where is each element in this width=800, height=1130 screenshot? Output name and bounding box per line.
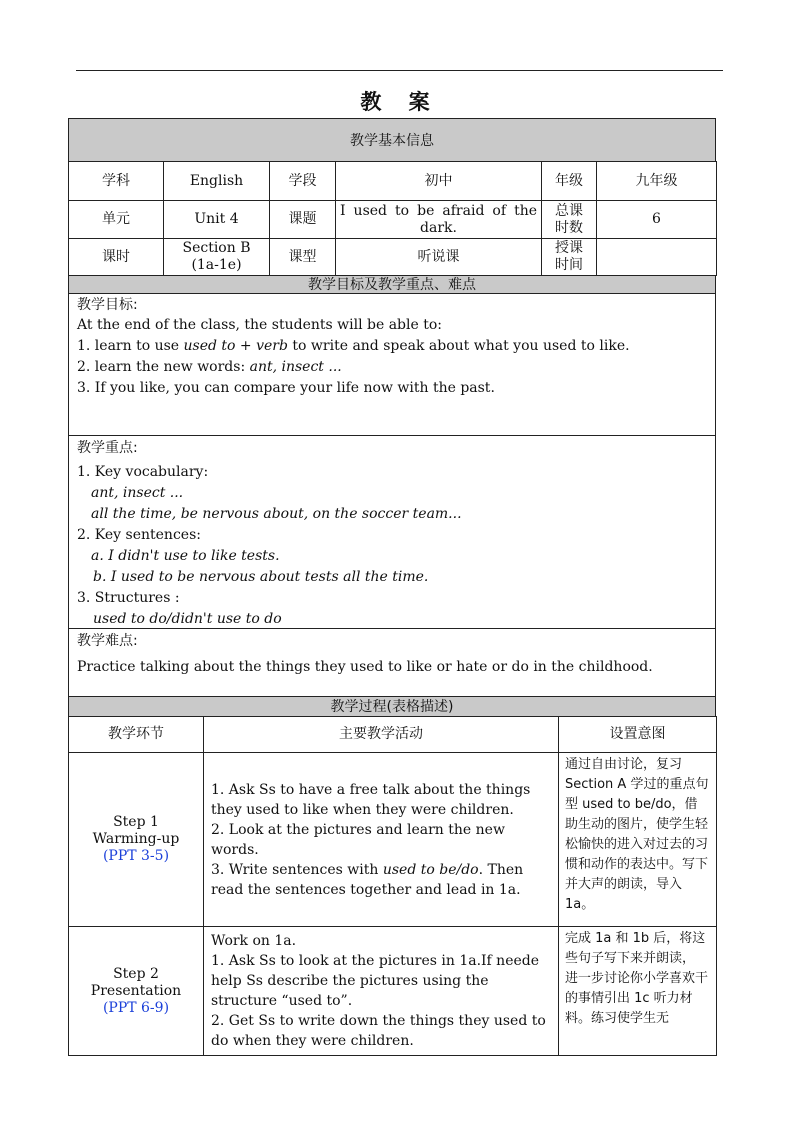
objective-item-2: 2. learn the new words: ant, insect ... [77, 359, 342, 375]
objectives-label: 教学目标: [77, 297, 138, 313]
process-table [68, 716, 717, 1056]
key-vocabulary-title: 1. Key vocabulary: [77, 464, 209, 480]
step-1-number: Step 1 [113, 814, 159, 830]
topic-line-1: I used to be afraid of the [340, 202, 537, 219]
key-points-section [68, 435, 716, 629]
teaching-time-value [597, 239, 717, 276]
basic-info-table [68, 161, 717, 276]
stage-label: 学段 [270, 162, 336, 201]
process-header: 教学过程(表格描述) [68, 696, 716, 717]
difficulties-text: Practice talking about the things they used to like or hate or do in the childhood. [77, 659, 653, 675]
objective-item-1: 1. learn to use used to + verb to write and speak about what you used to like. [77, 338, 630, 354]
key-sentences-title: 2. Key sentences: [77, 527, 201, 543]
step-1-activities [204, 753, 559, 927]
step-1-activity-2: 2. Look at the pictures and learn the new words. [211, 821, 505, 858]
unit-label: 单元 [69, 201, 164, 239]
grade-label: 年级 [542, 162, 597, 201]
time-label-line-2: 时间 [555, 257, 583, 273]
key-vocabulary-1: ant, insect ... [91, 485, 184, 501]
step-2-number: Step 2 [113, 965, 159, 982]
step-2-activities [204, 927, 559, 1056]
table-row [69, 927, 717, 1056]
difficulties-label: 教学难点: [77, 633, 138, 649]
key-sentence-b: b. I used to be nervous about tests all the time. [93, 569, 429, 585]
step-2-title: Presentation [90, 982, 182, 999]
lesson-type-value: 听说课 [336, 239, 542, 276]
basic-info-header: 教学基本信息 [68, 118, 716, 162]
topic-line-2: dark. [420, 219, 457, 236]
total-periods-value: 6 [597, 201, 717, 239]
column-header-stage: 教学环节 [69, 717, 204, 753]
step-2-stage [69, 927, 204, 1056]
step-2-purpose: 完成 1a 和 1b 后，将这些句子写下来并朗读， 进一步讨论你小学喜欢干的事情引出 1c 听力材料。练习使学生无 [559, 927, 717, 1056]
time-label-line-1: 授课 [555, 240, 583, 256]
objective-item-3: 3. If you like, you can compare your life now with the past. [77, 380, 495, 396]
total-label-line-2: 时数 [555, 219, 583, 236]
column-header-activities: 主要教学活动 [204, 717, 559, 753]
step-1-ppt: (PPT 3-5) [102, 848, 170, 864]
grade-value: 九年级 [597, 162, 717, 201]
subject-value: English [164, 162, 270, 201]
key-vocabulary-2: all the time, be nervous about, on the soccer team... [91, 506, 462, 522]
teaching-time-label [542, 239, 597, 276]
goals-header: 教学目标及教学重点、难点 [68, 275, 716, 294]
period-value [164, 239, 270, 276]
column-header-purpose: 设置意图 [559, 717, 717, 753]
structures-title: 3. Structures : [77, 590, 180, 606]
step-1-activity-3: 3. Write sentences with used to be/do. Then read the sentences together and lead in 1a. [211, 861, 524, 898]
structures-value: used to do/didn't use to do [93, 611, 282, 627]
unit-value: Unit 4 [164, 201, 270, 239]
table-row [69, 753, 717, 927]
step-1-purpose: 通过自由讨论，复习 Section A 学过的重点句型 used to be/do，借助生动的图片，使学生轻松愉快的进入对过去的习惯和动作的表达中。写下并大声的朗读，导入 1a。 [559, 753, 717, 927]
period-line-2: (1a-1e) [191, 257, 242, 273]
document-title: 教 案 [360, 90, 440, 114]
step-1-stage [69, 753, 204, 927]
step-2-activity-intro: Work on 1a. [211, 933, 297, 949]
total-periods-label [542, 201, 597, 239]
step-1-activity-1: 1. Ask Ss to have a free talk about the things they used to like when they were children. [211, 781, 531, 818]
objectives-section [68, 293, 716, 436]
total-label-line-1: 总课 [555, 202, 583, 219]
step-2-ppt: (PPT 6-9) [102, 999, 170, 1016]
key-points-label: 教学重点: [77, 440, 138, 456]
period-label: 课时 [69, 239, 164, 276]
topic-value [336, 201, 542, 239]
step-2-activity-1: 1. Ask Ss to look at the pictures in 1a.If neede help Ss describe the pictures using the structure “used to”. [211, 953, 540, 1009]
subject-label: 学科 [69, 162, 164, 201]
objectives-intro: At the end of the class, the students will be able to: [77, 317, 442, 333]
header-rule [76, 70, 723, 71]
lesson-type-label: 课型 [270, 239, 336, 276]
key-sentence-a: a. I didn't use to like tests. [91, 548, 280, 564]
step-2-activity-2: 2. Get Ss to write down the things they used to do when they were children. [211, 1013, 546, 1049]
stage-value: 初中 [336, 162, 542, 201]
step-1-title: Warming-up [92, 831, 180, 847]
difficulties-section [68, 628, 716, 697]
topic-label: 课题 [270, 201, 336, 239]
period-line-1: Section B [182, 240, 251, 256]
